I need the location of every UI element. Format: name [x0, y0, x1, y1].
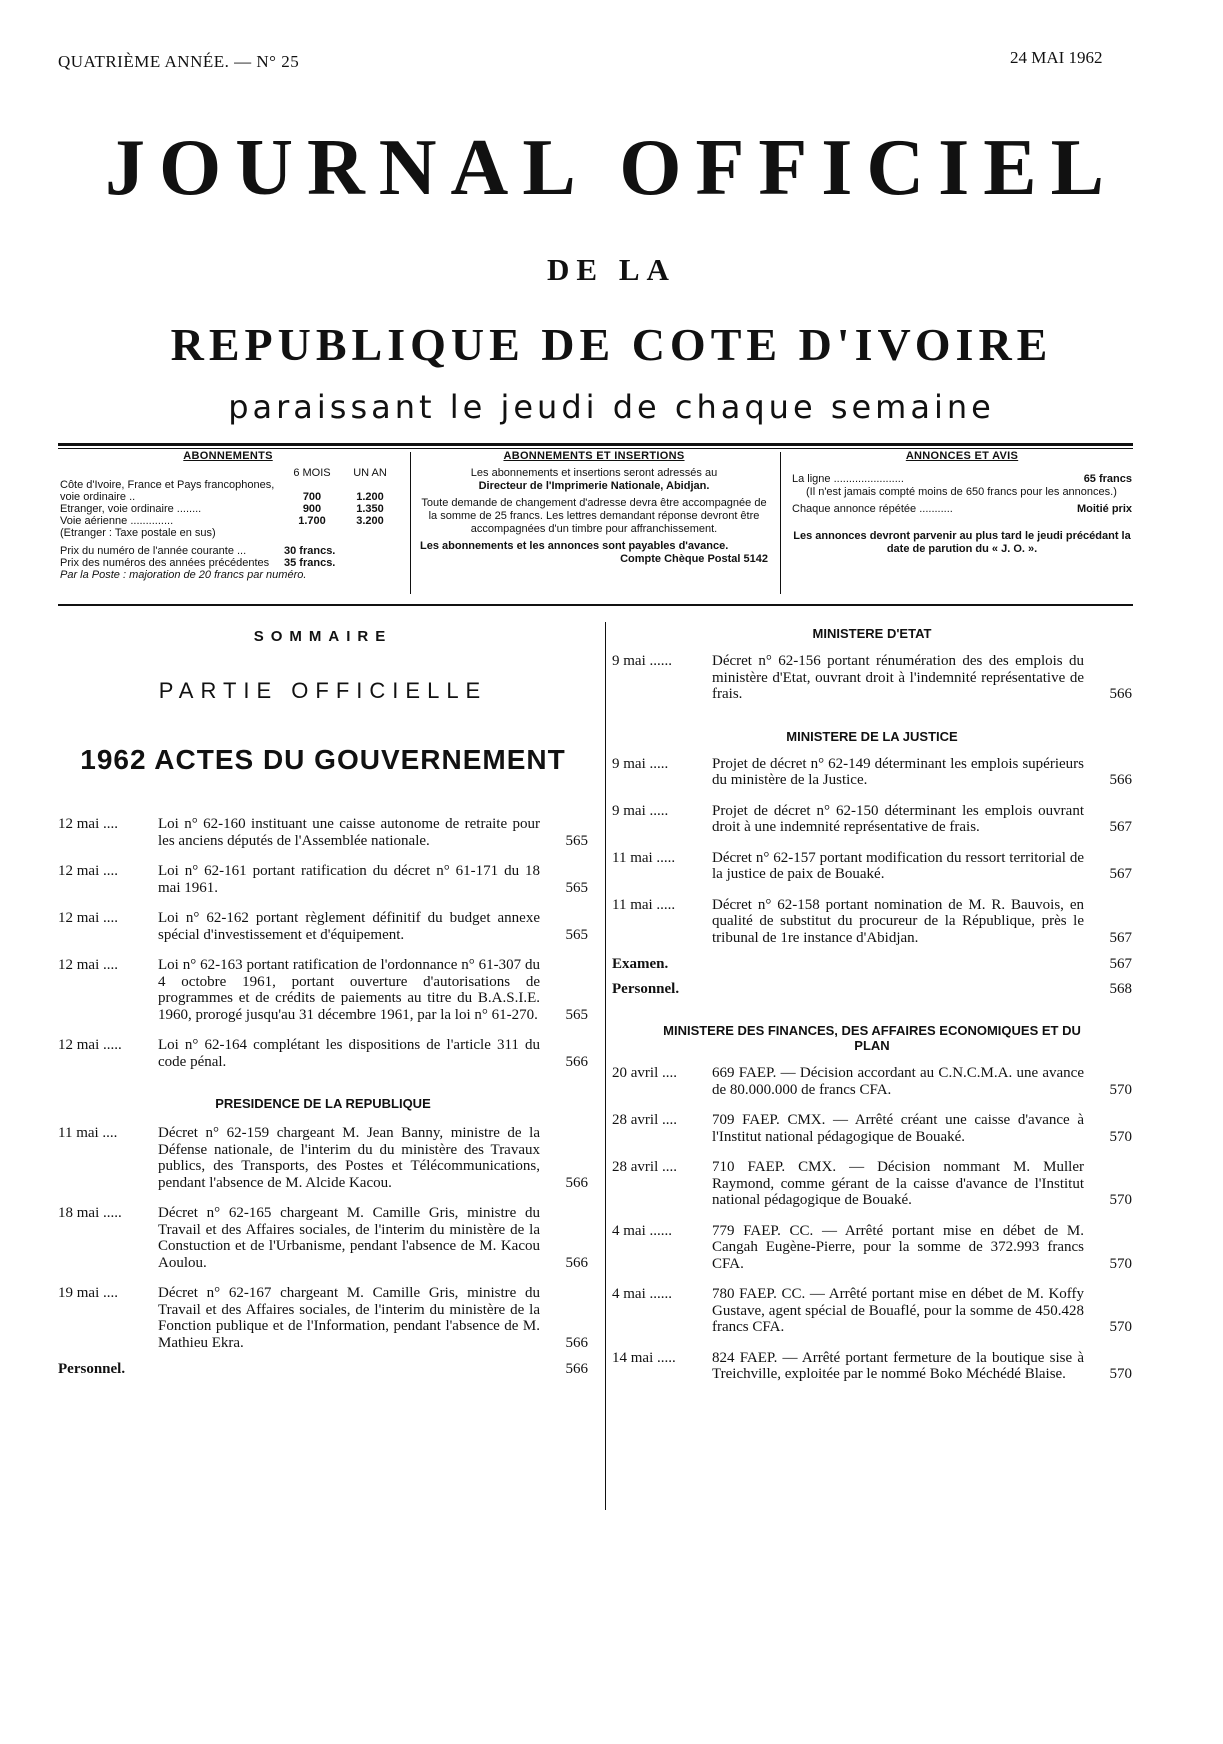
- list-item: 28 avril .... 710 FAEP. CMX. — Décision nommant M. Muller Raymond, comme gérant de la caisse d'avance de l'Institut national pédagogique de Bouaké. 570: [612, 1159, 1132, 1208]
- issue-date: 24 MAI 1962: [1010, 48, 1103, 67]
- actes-list: [58, 816, 588, 1378]
- list-item: Examen. 567: [612, 956, 1132, 972]
- insertions-change-address: Toute demande de changement d'adresse devra être accompagnée de la somme de 25 francs. Les lettres demandant réponse devront être accompagnées d'un timbre pour affranchissement.: [421, 497, 767, 535]
- list-item: 28 avril .... 709 FAEP. CMX. — Arrêté créant une caisse d'avance à l'Institut national pédagogique de Bouaké. 570: [612, 1112, 1132, 1145]
- journal-title: JOURNAL OFFICIEL: [105, 124, 1118, 212]
- insertions-title: ABONNEMENTS ET INSERTIONS: [503, 450, 685, 462]
- insertions-box: [420, 450, 768, 598]
- list-item: 12 mai .... Loi n° 62-163 portant ratification de l'ordonnance n° 61-307 du 4 octobre 1961, portant ouverture d'autorisations de programmes et de crédits de paiements au titre du B.A.S.I.E. 1960, prorogé jusqu'au 31 décembre 1961, par la loi n° 61-270. 565: [58, 957, 588, 1023]
- list-item: 18 mai ..... Décret n° 62-165 chargeant M. Camille Gris, ministre du Travail et des Affaires sociales, de l'interim du ministère de la Constuction et de l'Urbanisme, pendant l'absence de M. Kacou Aoulou. 566: [58, 1205, 588, 1271]
- list-item: 19 mai .... Décret n° 62-167 chargeant M. Camille Gris, ministre du Travail et des Affaires sociales, de l'interim du ministère de la Fonction publique et de l'Information, pendant l'absence de M. Mathieu Ekra. 566: [58, 1285, 588, 1351]
- abonnements-title: ABONNEMENTS: [183, 450, 273, 462]
- tagline: paraissant le jeudi de chaque semaine: [228, 388, 995, 426]
- list-item: 14 mai ..... 824 FAEP. — Arrêté portant fermeture de la boutique sise à Treichville, exploitée par le nommé Boko Méchédé Blaise. 570: [612, 1349, 1132, 1382]
- abonnements-box: [58, 450, 398, 598]
- insertions-ccp: Compte Chèque Postal 5142: [620, 553, 768, 565]
- annonces-note: (Il n'est jamais compté moins de 650 francs pour les annonces.): [806, 486, 1117, 498]
- box-divider: [780, 452, 781, 594]
- list-item: 20 avril .... 669 FAEP. — Décision accordant au C.N.C.M.A. une avance de 80.000.000 de francs CFA. 570: [612, 1065, 1132, 1098]
- justice-title: MINISTERE DE LA JUSTICE: [786, 728, 958, 744]
- sommaire-title: SOMMAIRE: [253, 628, 393, 645]
- annonces-box: [792, 450, 1132, 598]
- list-item: 11 mai ..... Décret n° 62-158 portant nomination de M. R. Bauvois, en qualité de substitut du procureur de la République, près le tribunal de 1re instance d'Abidjan. 567: [612, 896, 1132, 946]
- insertions-address-line: Les abonnements et insertions seront adressés au: [470, 467, 718, 479]
- actes-heading: 1962 ACTES DU GOUVERNEMENT: [80, 744, 566, 775]
- table-row: Côte d'Ivoire, France et Pays francophones, voie ordinaire .. 700 1.200: [60, 479, 384, 503]
- etat-title: MINISTERE D'ETAT: [812, 626, 932, 641]
- list-item: 11 mai .... Décret n° 62-159 chargeant M. Jean Banny, ministre de la Défense nationale, de l'interim du du ministère des Travaux publics, des Transports, des Postes et Télécommunications, pendant l'absence de M. Alcide Kacou. 566: [58, 1125, 588, 1191]
- annonces-title: ANNONCES ET AVIS: [905, 450, 1019, 462]
- list-item: 12 mai ..... Loi n° 62-164 complétant les dispositions de l'article 311 du code pénal. 566: [58, 1037, 588, 1070]
- finances-title: MINISTERE DES FINANCES, DES AFFAIRES ECONOMIQUES ET DU PLAN: [663, 1023, 1081, 1053]
- list-item: 12 mai .... Loi n° 62-162 portant règlement définitif du budget annexe spécial d'investissement et d'équipement. 565: [58, 910, 588, 943]
- issue-number: QUATRIÈME ANNÉE. — N° 25: [58, 52, 300, 71]
- de-la-line: DE LA: [547, 252, 676, 287]
- box-divider: [410, 452, 411, 594]
- insertions-director: Directeur de l'Imprimerie Nationale, Abidjan.: [478, 480, 710, 492]
- partie-officielle: PARTIE OFFICIELLE: [158, 678, 488, 703]
- list-item: 12 mai .... Loi n° 62-160 instituant une caisse autonome de retraite pour les anciens députés de l'Assemblée nationale. 565: [58, 816, 588, 849]
- list-item: 12 mai .... Loi n° 62-161 portant ratification du décret n° 61-171 du 18 mai 1961. 565: [58, 863, 588, 896]
- list-item: 9 mai ..... Projet de décret n° 62-149 déterminant les emplois supérieurs du ministère de la Justice. 566: [612, 755, 1132, 788]
- abonnements-table: [58, 467, 398, 581]
- table-row: Prix du numéro de l'année courante ... 30 francs.: [60, 545, 336, 557]
- table-row: Etranger, voie ordinaire ........ 900 1.350: [60, 503, 384, 515]
- list-item: 4 mai ...... 780 FAEP. CC. — Arrêté portant mise en débet de M. Koffy Gustave, agent spécial de Bouaflé, pour la somme de 450.428 francs CFA. 570: [612, 1286, 1132, 1335]
- country-title: REPUBLIQUE DE COTE D'IVOIRE: [170, 319, 1053, 370]
- box-bottom-rule: [58, 604, 1133, 606]
- table-row: Voie aérienne .............. 1.700 3.200: [60, 515, 384, 527]
- table-row: Par la Poste : majoration de 20 francs par numéro.: [60, 569, 307, 581]
- list-item: 9 mai ...... Décret n° 62-156 portant rénumération des des emplois du ministère d'Etat, ouvrant droit à l'indemnité représentative de frais. 566: [612, 653, 1132, 702]
- column-divider: [605, 622, 606, 1510]
- list-item: 11 mai ..... Décret n° 62-157 portant modification du ressort territorial de la justice de paix de Bouaké. 567: [612, 849, 1132, 882]
- table-row: (Etranger : Taxe postale en sus): [60, 527, 216, 539]
- list-item: 9 mai ..... Projet de décret n° 62-150 déterminant les emplois ouvrant droit à une indemnité représentative de frais. 567: [612, 802, 1132, 835]
- right-column: [612, 626, 1132, 1383]
- list-item: 4 mai ...... 779 FAEP. CC. — Arrêté portant mise en débet de M. Cangah Eugène-Pierre, pour la somme de 372.993 francs CFA. 570: [612, 1222, 1132, 1272]
- list-item: Personnel. 566: [58, 1361, 588, 1377]
- table-row: Prix des numéros des années précédentes 35 francs.: [60, 557, 336, 569]
- presidence-title: PRESIDENCE DE LA REPUBLIQUE: [215, 1096, 431, 1111]
- masthead-rule-thin: [58, 448, 1133, 449]
- insertions-payable: Les abonnements et les annonces sont payables d'avance.: [420, 540, 729, 552]
- masthead-rule: [58, 443, 1133, 446]
- col-un-an: UN AN: [353, 467, 387, 479]
- annonces-repetee-row: Chaque annonce répétée ........... Moitié prix: [792, 503, 1132, 515]
- annonces-ligne-row: La ligne ....................... 65 francs: [792, 473, 1132, 485]
- col-6-mois: 6 MOIS: [293, 467, 331, 479]
- annonces-deadline: Les annonces devront parvenir au plus tard le jeudi précédant la date de parution du « J. O. ».: [793, 530, 1131, 555]
- list-item: Personnel. 568: [612, 980, 1132, 997]
